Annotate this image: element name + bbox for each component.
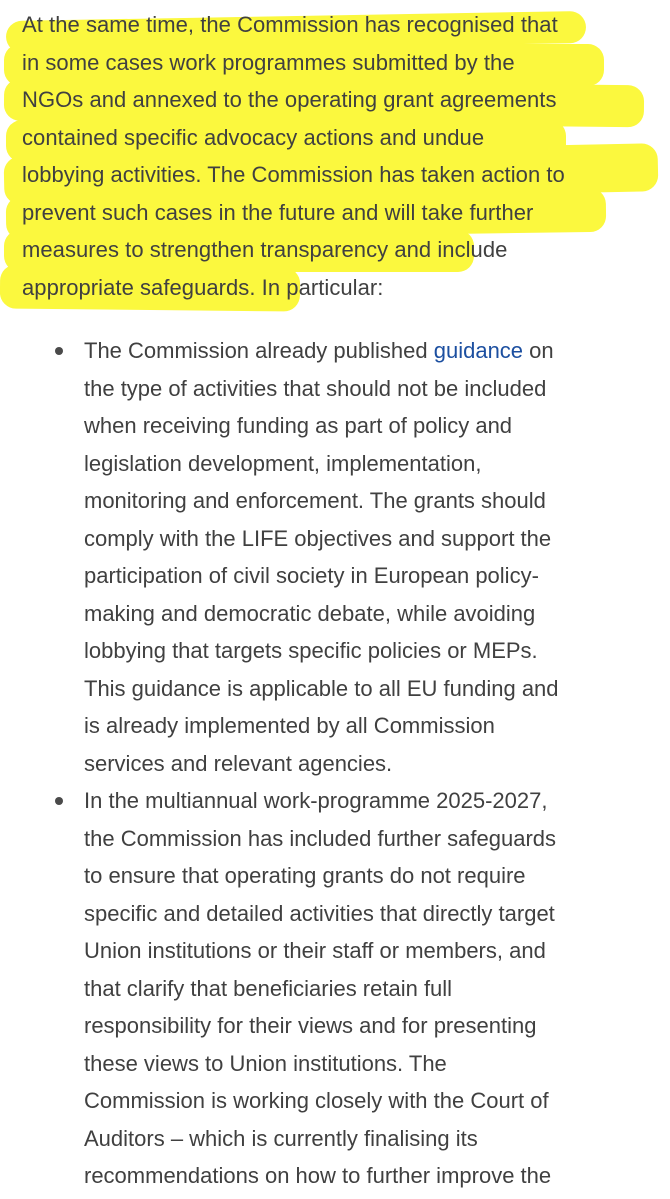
list-item-text: The Commission already published — [84, 338, 434, 363]
paragraph-line: NGOs and annexed to the operating grant agreements — [22, 87, 557, 112]
list-item-line: comply with the LIFE objectives and support the — [84, 525, 552, 551]
list-item-line: Auditors – which is currently finalising its — [84, 1125, 478, 1151]
list-item-line: that clarify that beneficiaries retain full — [84, 975, 453, 1001]
list-item-line: making and democratic debate, while avoiding — [84, 600, 536, 626]
bullet-icon — [55, 347, 63, 355]
paragraph-line: appropriate safeguards. In particular: — [22, 274, 384, 300]
intro-paragraph — [22, 6, 670, 306]
list-item — [0, 782, 644, 1195]
paragraph-line: lobbying activities. The Commission has taken action to — [22, 162, 565, 187]
paragraph-line: At the same time, the Commission has recognised that — [22, 12, 558, 37]
paragraph-line: contained specific advocacy actions and undue — [22, 124, 485, 150]
list-item-line: Union institutions or their staff or members, and — [84, 938, 546, 963]
list-item-line: This guidance is applicable to all EU funding and — [84, 675, 559, 701]
list-item-line: the Commission has included further safeguards — [84, 825, 557, 851]
paragraph-line: prevent such cases in the future and will take further — [22, 199, 534, 225]
list-item-text: on — [523, 338, 554, 363]
list-item-line: specific and detailed activities that directly target — [84, 900, 555, 926]
list-item-line: monitoring and enforcement. The grants should — [84, 488, 546, 513]
list-item-line: when receiving funding as part of policy and — [84, 413, 513, 438]
list-item-line: to ensure that operating grants do not require — [84, 863, 526, 888]
list-item-line: In the multiannual work-programme 2025-2027, — [84, 788, 548, 813]
list-item-line: Commission is working closely with the Court of — [84, 1088, 549, 1113]
list-item-line: participation of civil society in European policy- — [84, 563, 539, 588]
paragraph-line: measures to strengthen transparency and include — [22, 237, 508, 262]
list-item-line: the type of activities that should not be included — [84, 375, 547, 401]
list-item-line: lobbying that targets specific policies or MEPs. — [84, 638, 538, 663]
list-item-line: recommendations on how to further improve the — [84, 1163, 552, 1188]
list-item-line: services and relevant agencies. — [84, 750, 393, 776]
list-item-line: is already implemented by all Commission — [84, 713, 495, 738]
paragraph-line: in some cases work programmes submitted by the — [22, 49, 515, 75]
bullet-icon — [55, 797, 63, 805]
list-item — [0, 332, 644, 782]
list-item-line — [84, 332, 644, 370]
list-item-line: legislation development, implementation, — [84, 450, 482, 476]
list-item-line: these views to Union institutions. The — [84, 1050, 447, 1076]
list-item-line: responsibility for their views and for presenting — [84, 1013, 537, 1038]
bullet-list — [0, 332, 670, 1195]
guidance-link[interactable]: guidance — [433, 338, 524, 363]
